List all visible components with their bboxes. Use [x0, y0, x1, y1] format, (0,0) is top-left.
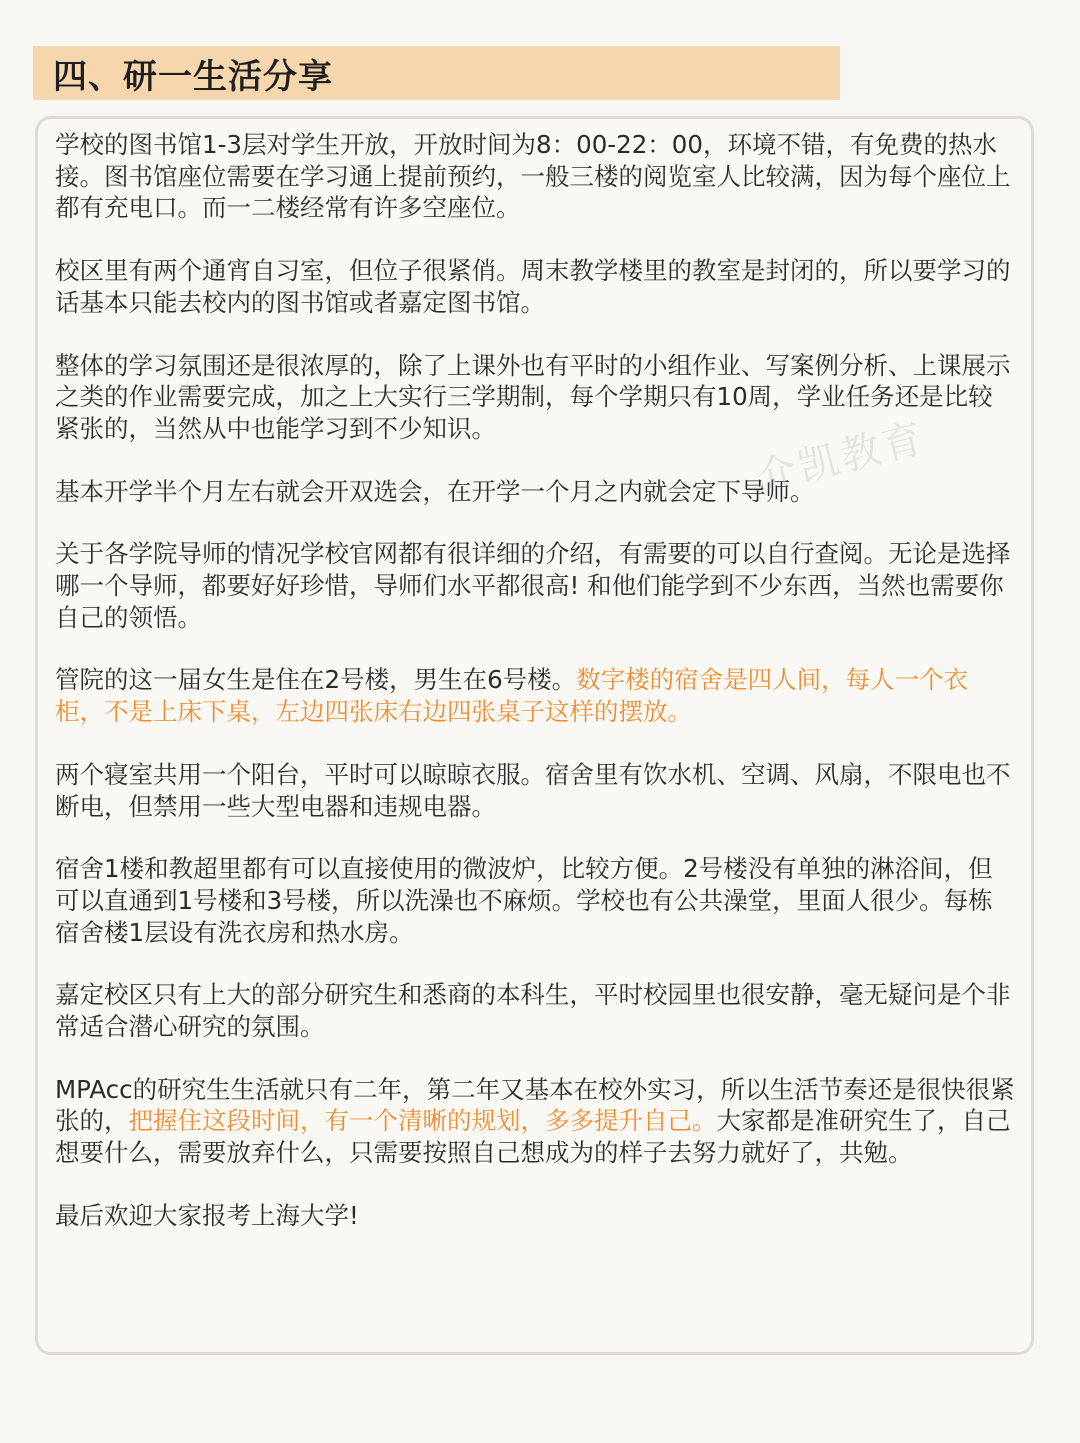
paragraph-tutor-info: 关于各学院导师的情况学校官网都有很详细的介绍，有需要的可以自行查阅。无论是选择哪一个导师，都要好好珍惜，导师们水平都很高! 和他们能学到不少东西，当然也需要你自己的领悟。: [55, 539, 1011, 632]
paragraph-dormitory: [55, 664, 1015, 727]
section-title-bar: [33, 46, 840, 100]
paragraph-dorm-facilities: 两个寝室共用一个阳台，平时可以晾晾衣服。宿舍里有饮水机、空调、风扇，不限电也不断电，但禁用一些大型电器和违规电器。: [55, 759, 1011, 821]
paragraph-mpacc-life: [55, 1074, 1015, 1169]
mpacc-text-before: MPAcc的研究生生活就只有二年，第二年又基本在校外实习，所以生活节奏还是很快很紧张的，: [55, 1074, 1015, 1136]
mpacc-text-after: 大家都是准研究生了，自己想要什么，需要放弃什么，只需要按照自己想成为的样子去努力就好了，共勉。: [55, 1106, 1011, 1168]
paragraph-closing: 最后欢迎大家报考上海大学!: [55, 1200, 359, 1230]
paragraph-study-rooms: 校区里有两个通宵自习室，但位子很紧俏。周末教学楼里的教室是封闭的，所以要学习的话基本只能去校内的图书馆或者嘉定图书馆。: [55, 256, 1011, 317]
content-card: [35, 116, 1034, 1355]
paragraph-library: 学校的图书馆1-3层对学生开放，开放时间为8：00-22：00，环境不错，有免费的热水接。图书馆座位需要在学习通上提前预约，一般三楼的阅览室人比较满，因为每个座位上都有充电口。而一二楼经常有许多空座位。: [55, 130, 1011, 223]
paragraph-tutor-selection: 基本开学半个月左右就会开双选会，在开学一个月之内就会定下导师。: [55, 476, 815, 506]
paragraph-study-atmosphere: 整体的学习氛围还是很浓厚的，除了上课外也有平时的小组作业、写案例分析、上课展示之类的作业需要完成，加之上大实行三学期制，每个学期只有10周，学业任务还是比较紧张的，当然从中也能学习到不少知识。: [55, 350, 1011, 443]
paragraph-dorm-amenities: 宿舍1楼和教超里都有可以直接使用的微波炉，比较方便。2号楼没有单独的淋浴间，但可以直通到1号楼和3号楼，所以洗澡也不麻烦。学校也有公共澡堂，里面人很少。每栋宿舍楼1层设有洗衣房和热水房。: [55, 854, 993, 947]
dormitory-highlight: 数字楼的宿舍是四人间，每人一个衣柜，不是上床下桌，左边四张床右边四张桌子这样的摆放。: [55, 665, 969, 727]
mpacc-highlight: 把握住这段时间，有一个清晰的规划，多多提升自己。: [128, 1106, 717, 1136]
section-title: 四、研一生活分享: [53, 56, 333, 97]
paragraph-campus: 嘉定校区只有上大的部分研究生和悉商的本科生，平时校园里也很安静，毫无疑问是个非常适合潜心研究的氛围。: [55, 980, 1011, 1042]
watermark: 介凯教育: [752, 415, 931, 502]
dormitory-text: 管院的这一届女生是住在2号楼，男生在6号楼。: [55, 665, 577, 695]
